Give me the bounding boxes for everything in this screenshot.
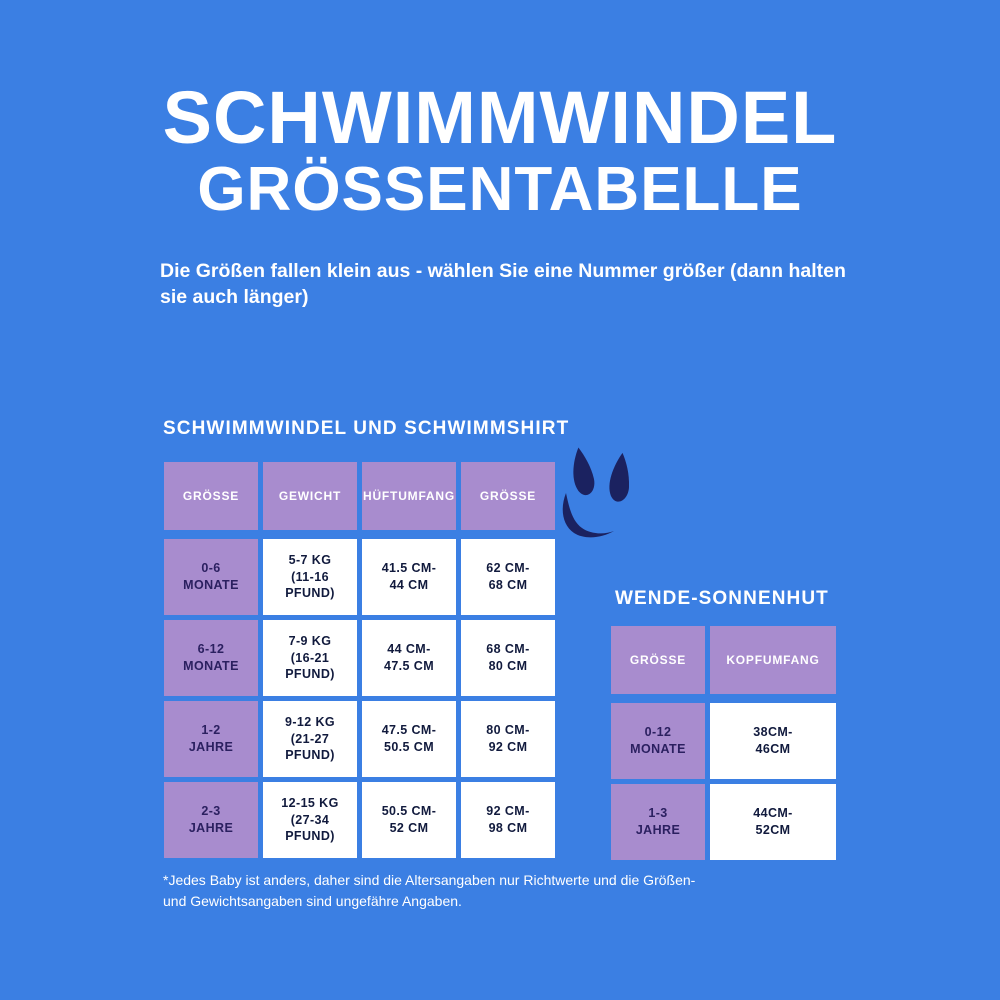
- swim-table-cell: 9-12 KG (21-27 PFUND): [263, 701, 357, 777]
- section-title-swim-diaper: SCHWIMMWINDEL UND SCHWIMMSHIRT: [163, 418, 570, 439]
- swim-table-row-label: 6-12 MONATE: [164, 620, 258, 696]
- swim-table-header-3: HÜFTUMFANG: [362, 462, 456, 530]
- swim-table-cell: 80 CM- 92 CM: [461, 701, 555, 777]
- swim-table-row-label: 2-3 JAHRE: [164, 782, 258, 858]
- page-title-line-2: GRÖSSENTABELLE: [197, 154, 803, 224]
- swim-table-cell: 5-7 KG (11-16 PFUND): [263, 539, 357, 615]
- hat-table-cell: 38CM- 46CM: [710, 703, 836, 779]
- section-title-sun-hat: WENDE-SONNENHUT: [615, 588, 829, 609]
- swim-table-cell: 68 CM- 80 CM: [461, 620, 555, 696]
- hat-table-header-2: KOPFUMFANG: [710, 626, 836, 694]
- table-swim-diaper-shirt: [164, 458, 555, 858]
- hat-table-cell: 44CM- 52CM: [710, 784, 836, 860]
- swim-table-cell: 41.5 CM- 44 CM: [362, 539, 456, 615]
- hat-table-header-1: GRÖSSE: [611, 626, 705, 694]
- swim-table-cell: 47.5 CM- 50.5 CM: [362, 701, 456, 777]
- hat-table-row-label: 0-12 MONATE: [611, 703, 705, 779]
- swim-table-header-1: GRÖSSE: [164, 462, 258, 530]
- hat-table-row-label: 1-3 JAHRE: [611, 784, 705, 860]
- swim-table-row-label: 0-6 MONATE: [164, 539, 258, 615]
- page-title-line-1: SCHWIMMWINDEL: [162, 76, 838, 159]
- water-splash-icon: [552, 445, 662, 560]
- swim-table-cell: 50.5 CM- 52 CM: [362, 782, 456, 858]
- swim-table-cell: 92 CM- 98 CM: [461, 782, 555, 858]
- page-subtitle: Die Größen fallen klein aus - wählen Sie eine Nummer größer (dann halten sie auch länger): [160, 260, 846, 309]
- table-sun-hat: [611, 622, 836, 860]
- swim-table-cell: 7-9 KG (16-21 PFUND): [263, 620, 357, 696]
- swim-table-row-label: 1-2 JAHRE: [164, 701, 258, 777]
- footnote: *Jedes Baby ist anders, daher sind die Altersangaben nur Richtwerte und die Größen- und Gewichtsangaben sind ungefähre Angaben.: [163, 872, 696, 909]
- swim-table-cell: 62 CM- 68 CM: [461, 539, 555, 615]
- swim-table-cell: 12-15 KG (27-34 PFUND): [263, 782, 357, 858]
- page-title: [0, 76, 1000, 224]
- swim-table-header-2: GEWICHT: [263, 462, 357, 530]
- swim-table-header-4: GRÖSSE: [461, 462, 555, 530]
- swim-table-cell: 44 CM- 47.5 CM: [362, 620, 456, 696]
